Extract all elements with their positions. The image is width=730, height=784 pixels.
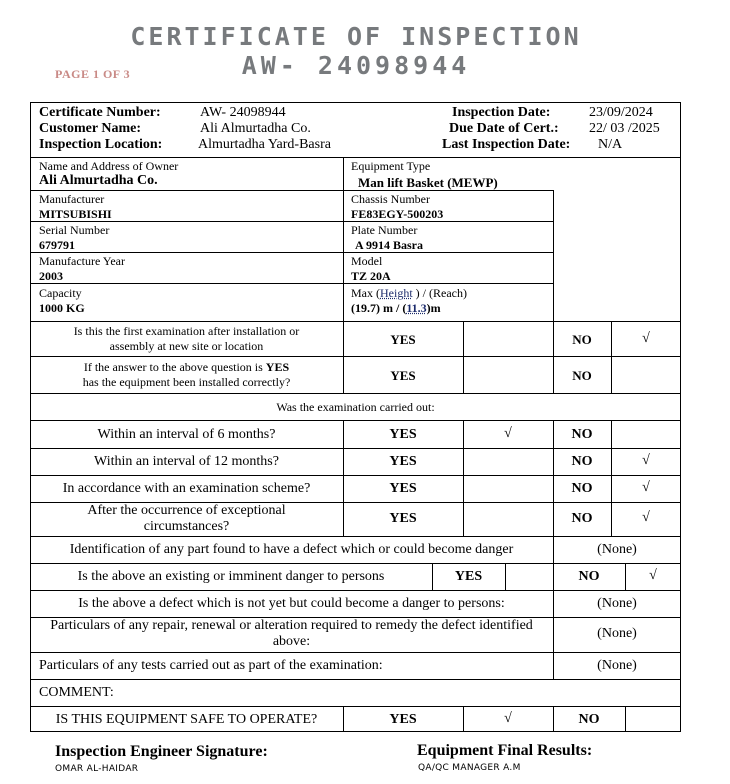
question-imminent-danger: Is the above an existing or imminent danger to persons <box>77 569 385 584</box>
max-height-reach-value: (19.7) m / (11.3)m <box>351 301 441 315</box>
row-divider <box>30 393 681 394</box>
q4-yes-label: YES <box>389 454 417 469</box>
examination-carried-out-heading: Was the examination carried out: <box>276 400 435 414</box>
manufacture-year-label: Manufacture Year <box>39 254 125 268</box>
row-divider <box>30 475 681 476</box>
customer-name-value: Ali Almurtadha Co. <box>200 121 311 136</box>
inspection-date-value: 23/09/2024 <box>589 105 653 120</box>
serial-value: 679791 <box>39 238 75 252</box>
inspection-location-value: Almurtadha Yard-Basra <box>198 137 331 152</box>
chassis-label: Chassis Number <box>351 192 430 206</box>
manufacturer-value: MITSUBISHI <box>39 207 112 221</box>
final-results-name: QA/QC MANAGER A.M <box>418 763 521 773</box>
owner-value: Ali Almurtadha Co. <box>39 173 158 188</box>
model-value: TZ 20A <box>351 269 391 283</box>
q2-no-label: NO <box>572 368 592 383</box>
question-exceptional-circumstances: After the occurrence of exceptional circumstances? <box>87 503 286 534</box>
safe-yes-check: √ <box>504 711 512 726</box>
q1-no-label: NO <box>572 332 592 347</box>
chassis-value: FE83EGY-500203 <box>351 207 444 221</box>
capacity-value: 1000 KG <box>39 301 85 315</box>
due-date-value: 22/ 03 /2025 <box>589 121 660 136</box>
question-safe-to-operate: IS THIS EQUIPMENT SAFE TO OPERATE? <box>55 712 318 727</box>
q8-no-check: √ <box>649 568 657 583</box>
question-tests-particulars: Particulars of any tests carried out as part of the examination: <box>39 658 383 673</box>
model-label: Model <box>351 254 383 268</box>
question-examination-scheme: In accordance with an examination scheme? <box>62 481 311 496</box>
comment-label: COMMENT: <box>39 685 114 700</box>
row-divider <box>30 448 681 449</box>
row-divider <box>30 652 681 653</box>
due-date-label: Due Date of Cert.: <box>449 121 559 136</box>
row-divider <box>30 679 681 680</box>
last-inspection-value: N/A <box>598 137 623 152</box>
q3-yes-label: YES <box>389 427 417 442</box>
row-divider <box>30 563 681 564</box>
question-repair-particulars: Particulars of any repair, renewal or alteration required to remedy the defect identified above: <box>50 618 533 649</box>
q1-yes-label: YES <box>390 332 416 347</box>
last-inspection-label: Last Inspection Date: <box>442 137 571 152</box>
column-divider <box>625 706 626 732</box>
question-interval-12-months: Within an interval of 12 months? <box>94 454 279 469</box>
q6-no-label: NO <box>571 511 593 526</box>
inspection-location-label: Inspection Location: <box>39 137 163 152</box>
certificate-title: CERTIFICATE OF INSPECTION <box>130 22 582 51</box>
safe-yes-label: YES <box>389 712 417 727</box>
capacity-label: Capacity <box>39 286 82 300</box>
column-divider <box>463 321 464 393</box>
q5-no-label: NO <box>571 481 593 496</box>
column-divider <box>553 190 554 393</box>
q8-no-label: NO <box>578 569 600 584</box>
q7-answer: (None) <box>597 542 637 557</box>
q5-yes-label: YES <box>389 481 417 496</box>
plate-label: Plate Number <box>351 223 418 237</box>
q2-yes-label: YES <box>390 368 416 383</box>
row-divider <box>30 420 681 421</box>
row-divider <box>30 536 681 537</box>
q1-no-check: √ <box>642 331 650 346</box>
inspection-date-label: Inspection Date: <box>452 105 551 120</box>
owner-label: Name and Address of Owner <box>39 159 179 173</box>
q4-no-check: √ <box>642 453 650 468</box>
row-divider <box>30 157 681 158</box>
question-interval-6-months: Within an interval of 6 months? <box>97 427 276 442</box>
q3-yes-check: √ <box>504 426 512 441</box>
column-divider <box>343 157 344 393</box>
certificate-number-value: AW- 24098944 <box>200 105 286 120</box>
row-divider <box>30 252 553 253</box>
q3-no-label: NO <box>571 427 593 442</box>
final-results-label: Equipment Final Results: <box>417 742 593 759</box>
engineer-signature-label: Inspection Engineer Signature: <box>55 743 268 760</box>
equipment-type-label: Equipment Type <box>351 159 431 173</box>
row-divider <box>30 321 681 322</box>
row-divider <box>30 356 681 357</box>
question-future-danger: Is the above a defect which is not yet but could become a danger to persons: <box>78 596 505 611</box>
certificate-number-label: Certificate Number: <box>39 105 161 120</box>
serial-label: Serial Number <box>39 223 110 237</box>
q10-answer: (None) <box>597 626 637 641</box>
customer-name-label: Customer Name: <box>39 121 141 136</box>
page-indicator: PAGE 1 OF 3 <box>55 67 131 81</box>
question-defect-identification: Identification of any part found to have a defect which or could become danger <box>69 542 514 557</box>
q6-no-check: √ <box>642 510 650 525</box>
engineer-name: OMAR AL-HAIDAR <box>55 764 139 774</box>
q6-yes-label: YES <box>389 511 417 526</box>
question-first-examination: Is this the first examination after installation or assembly at new site or location <box>73 324 300 353</box>
equipment-type-value: Man lift Basket (MEWP) <box>358 175 498 190</box>
q9-answer: (None) <box>597 596 637 611</box>
certificate-code-heading: AW- 24098944 <box>241 51 471 80</box>
plate-value: A 9914 Basra <box>355 238 424 252</box>
q4-no-label: NO <box>571 454 593 469</box>
q11-answer: (None) <box>597 658 637 673</box>
row-divider <box>30 590 681 591</box>
manufacturer-label: Manufacturer <box>39 192 105 206</box>
q5-no-check: √ <box>642 480 650 495</box>
max-height-reach-label: Max (Height ) / (Reach) <box>351 286 467 300</box>
row-divider <box>30 283 553 284</box>
q8-yes-label: YES <box>454 569 483 584</box>
manufacture-year-value: 2003 <box>39 269 63 283</box>
column-divider <box>505 563 506 590</box>
question-installed-correctly: If the answer to the above question is YES has the equipment been installed correctly? <box>82 360 291 389</box>
safe-no-label: NO <box>578 712 600 727</box>
row-divider <box>30 706 681 707</box>
